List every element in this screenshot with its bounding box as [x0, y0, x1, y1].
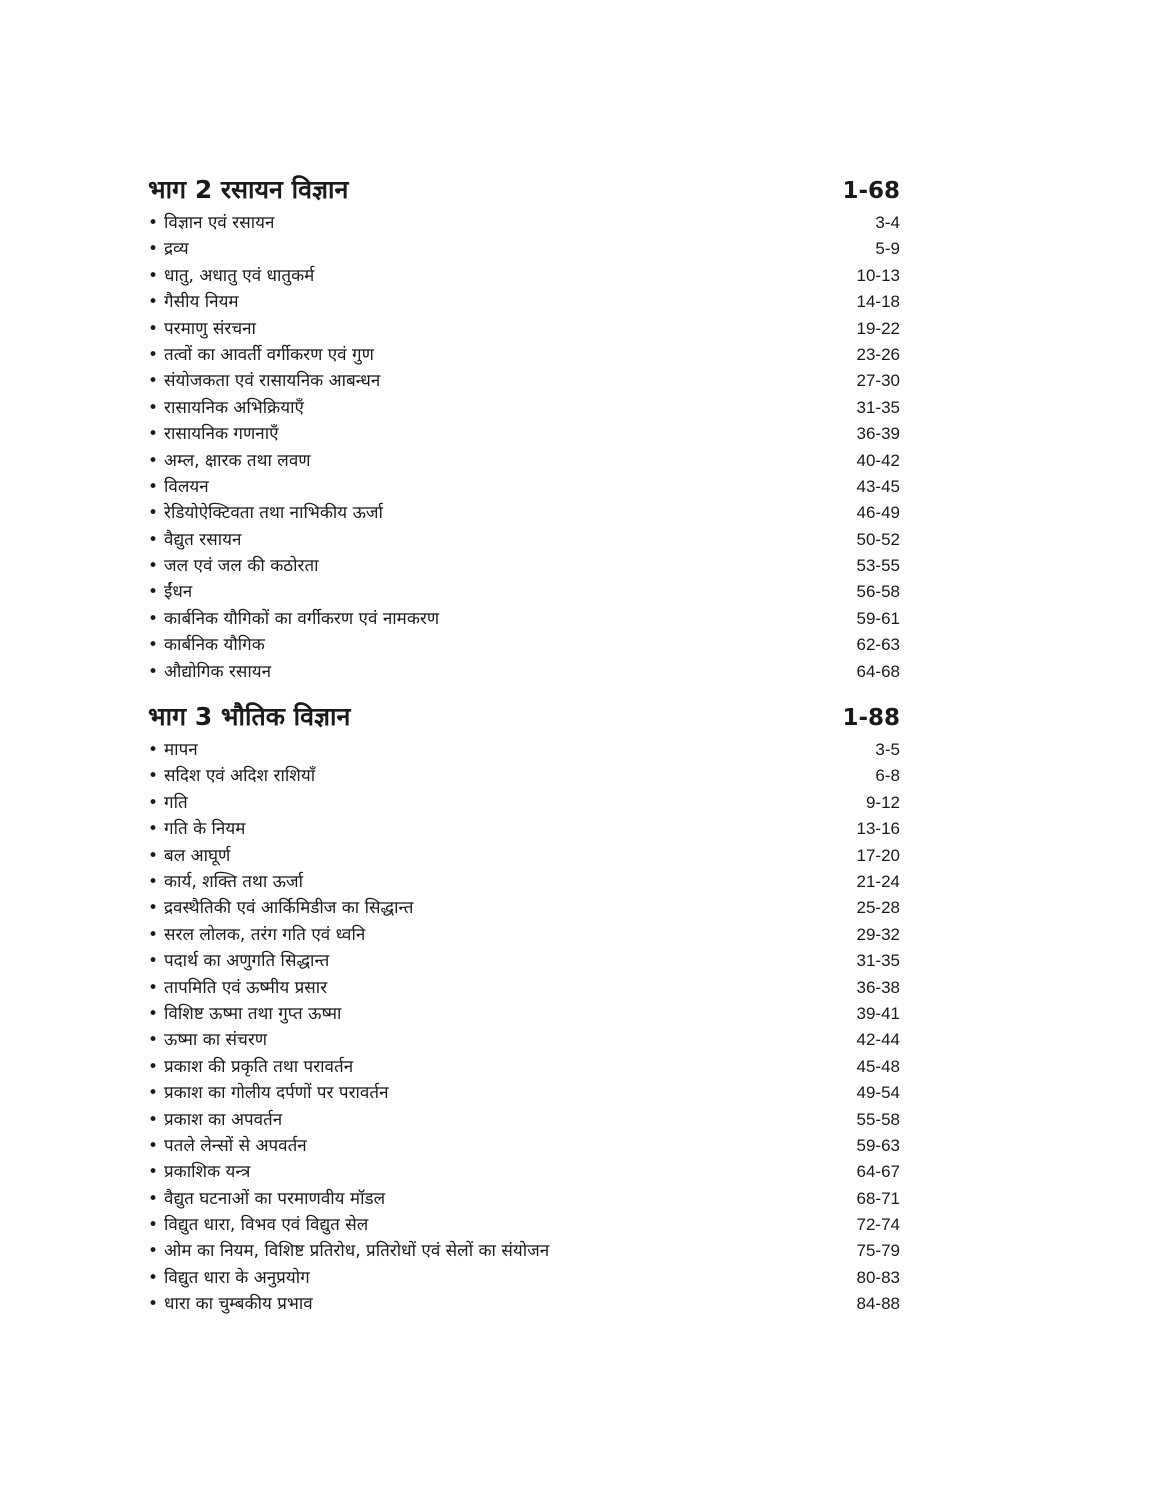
toc-entry-pages: 46-49: [856, 503, 900, 523]
bullet-icon: •: [148, 292, 159, 313]
toc-entry-text: जल एवं जल की कठोरता: [164, 556, 319, 577]
toc-entry-label: [148, 632, 265, 658]
toc-entry-text: कार्बनिक यौगिकों का वर्गीकरण एवं नामकरण: [164, 608, 440, 629]
toc-entry-pages: 59-61: [856, 608, 900, 628]
toc-entry-text: वैद्युत रसायन: [164, 529, 242, 550]
toc-entry-pages: 84-88: [856, 1294, 900, 1314]
toc-entry-text: परमाणु संरचना: [164, 318, 256, 339]
toc-entry-text: कार्य, शक्ति तथा ऊर्जा: [164, 871, 304, 892]
toc-entry-pages: 13-16: [856, 819, 900, 839]
toc-entry-label: [148, 790, 188, 816]
toc-entry-pages: 25-28: [856, 898, 900, 918]
toc-entry-pages: 36-39: [856, 424, 900, 444]
toc-entry-label: [148, 474, 209, 500]
toc-entry-label: [148, 895, 413, 921]
toc-entry-pages: 19-22: [856, 318, 900, 338]
toc-entry: [148, 606, 900, 632]
toc-entry-text: द्रव्य: [164, 239, 189, 260]
section-title: भाग 3 भौतिक विज्ञान: [148, 702, 351, 732]
toc-entry-label: [148, 553, 319, 579]
toc-entry-text: धातु, अधातु एवं धातुकर्म: [164, 265, 315, 286]
toc-entry-text: विशिष्ट ऊष्मा तथा गुप्त ऊष्मा: [164, 1003, 342, 1024]
toc-entry-pages: 42-44: [856, 1030, 900, 1050]
bullet-icon: •: [148, 951, 159, 972]
toc-entry-label: [148, 763, 315, 789]
toc-entry-pages: 56-58: [856, 582, 900, 602]
toc-entry-pages: 45-48: [856, 1056, 900, 1076]
section-heading: [148, 172, 900, 210]
toc-entry-text: संयोजकता एवं रासायनिक आबन्धन: [164, 371, 381, 392]
toc-entry-pages: 40-42: [856, 450, 900, 470]
toc-entry-text: धारा का चुम्बकीय प्रभाव: [164, 1294, 313, 1315]
toc-entry-pages: 9-12: [865, 792, 900, 812]
bullet-icon: •: [148, 635, 159, 656]
toc-entry: [148, 632, 900, 658]
toc-entry: [148, 1186, 900, 1212]
toc-entry: [148, 1291, 900, 1317]
toc-entry: [148, 210, 900, 236]
toc-entry-text: वैद्युत घटनाओं का परमाणवीय मॉडल: [164, 1188, 386, 1209]
toc-entry-text: प्रकाश का गोलीय दर्पणों पर परावर्तन: [164, 1083, 389, 1104]
toc-entry: [148, 1238, 900, 1264]
toc-entry-pages: 50-52: [856, 529, 900, 549]
toc-entry-pages: 59-63: [856, 1135, 900, 1155]
toc-entry-pages: 36-38: [856, 977, 900, 997]
entry-list: [148, 210, 900, 685]
bullet-icon: •: [148, 1056, 159, 1077]
toc-entry-label: [148, 289, 239, 315]
toc-entry-label: [148, 448, 311, 474]
toc-entry-text: रासायनिक अभिक्रियाएँ: [164, 397, 304, 418]
toc-entry-pages: 75-79: [856, 1241, 900, 1261]
toc-entry: [148, 263, 900, 289]
bullet-icon: •: [148, 1294, 159, 1315]
toc-entry-pages: 55-58: [856, 1109, 900, 1129]
toc-entry-label: [148, 368, 380, 394]
toc-entry-text: सरल लोलक, तरंग गति एवं ध्वनि: [164, 924, 366, 945]
toc-entry-text: विद्युत धारा, विभव एवं विद्युत सेल: [164, 1215, 369, 1236]
toc-entry: [148, 236, 900, 262]
bullet-icon: •: [148, 397, 159, 418]
bullet-icon: •: [148, 213, 159, 233]
toc-entry-label: [148, 948, 329, 974]
toc-entry-text: ईंधन: [164, 582, 193, 603]
toc-entry-label: [148, 1186, 385, 1212]
toc-entry: [148, 737, 900, 763]
toc-entry-text: तापमिति एवं ऊष्मीय प्रसार: [164, 977, 328, 998]
toc-entry-pages: 17-20: [856, 845, 900, 865]
toc-entry-pages: 6-8: [875, 766, 900, 786]
toc-entry-text: अम्ल, क्षारक तथा लवण: [164, 450, 311, 471]
section-heading: [148, 699, 900, 737]
toc-entry-text: प्रकाशिक यन्त्र: [164, 1162, 251, 1183]
toc-entry-pages: 43-45: [856, 476, 900, 496]
toc-entry-text: विज्ञान एवं रसायन: [164, 213, 275, 233]
toc-entry: [148, 895, 900, 921]
toc-entry: [148, 1001, 900, 1027]
toc-entry-pages: 3-4: [875, 213, 900, 232]
toc-entry-pages: 3-5: [875, 740, 900, 760]
entry-list: [148, 737, 900, 1318]
section-physics: [148, 699, 900, 1318]
toc-entry-label: [148, 1212, 368, 1238]
toc-entry-text: प्रकाश की प्रकृति तथा परावर्तन: [164, 1056, 354, 1077]
toc-entry-label: [148, 1159, 250, 1185]
toc-entry-label: [148, 606, 439, 632]
bullet-icon: •: [148, 424, 159, 445]
section-title: भाग 2 रसायन विज्ञान: [148, 175, 349, 204]
bullet-icon: •: [148, 1188, 159, 1209]
toc-entry-pages: 10-13: [856, 265, 900, 285]
toc-entry-label: [148, 737, 198, 763]
toc-entry: [148, 1133, 900, 1159]
toc-entry: [148, 869, 900, 895]
toc-entry-label: [148, 316, 256, 342]
toc-entry: [148, 1212, 900, 1238]
bullet-icon: •: [148, 1083, 159, 1104]
toc-entry-label: [148, 1001, 341, 1027]
toc-entry-text: विद्युत धारा के अनुप्रयोग: [164, 1267, 310, 1288]
toc-entry: [148, 579, 900, 605]
section-chemistry: [148, 172, 900, 685]
bullet-icon: •: [148, 924, 159, 945]
toc-entry: [148, 553, 900, 579]
toc-entry: [148, 1159, 900, 1185]
toc-entry: [148, 474, 900, 500]
toc-entry-pages: 64-67: [856, 1162, 900, 1182]
toc-entry-label: [148, 1238, 549, 1264]
toc-entry-pages: 68-71: [856, 1188, 900, 1208]
toc-entry-label: [148, 1133, 307, 1159]
toc-entry-text: ओम का नियम, विशिष्ट प्रतिरोध, प्रतिरोधों एवं सेलों का संयोजन: [164, 1241, 550, 1262]
toc-entry: [148, 316, 900, 342]
bullet-icon: •: [148, 819, 159, 840]
toc-entry-pages: 53-55: [856, 556, 900, 576]
bullet-icon: •: [148, 1135, 159, 1156]
toc-entry-text: ऊष्मा का संचरण: [164, 1030, 268, 1051]
toc-entry-label: [148, 342, 374, 368]
toc-entry-text: रासायनिक गणनाएँ: [164, 424, 279, 445]
bullet-icon: •: [148, 766, 159, 787]
bullet-icon: •: [148, 344, 159, 365]
toc-entry: [148, 1265, 900, 1291]
toc-entry-label: [148, 843, 230, 869]
toc-entry: [148, 922, 900, 948]
toc-entry-label: [148, 527, 241, 553]
bullet-icon: •: [148, 239, 159, 260]
toc-entry-pages: 39-41: [856, 1003, 900, 1023]
toc-entry: [148, 342, 900, 368]
toc-entry-text: पतले लेन्सों से अपवर्तन: [164, 1135, 307, 1156]
toc-entry-label: [148, 1080, 389, 1106]
bullet-icon: •: [148, 582, 159, 603]
toc-entry-pages: 72-74: [856, 1215, 900, 1235]
bullet-icon: •: [148, 898, 159, 919]
toc-entry-text: गैसीय नियम: [164, 292, 239, 313]
bullet-icon: •: [148, 871, 159, 892]
toc-entry-label: [148, 1107, 282, 1133]
toc-entry: [148, 816, 900, 842]
toc-entry-label: [148, 975, 327, 1001]
toc-entry-pages: 62-63: [856, 635, 900, 655]
bullet-icon: •: [148, 1267, 159, 1288]
toc-entry: [148, 843, 900, 869]
toc-entry-label: [148, 1054, 353, 1080]
toc-entry-label: [148, 395, 304, 421]
toc-entry-label: [148, 263, 314, 289]
toc-entry-label: [148, 922, 365, 948]
toc-entry-pages: 29-32: [856, 924, 900, 944]
toc-entry-label: [148, 1027, 267, 1053]
toc-entry: [148, 1080, 900, 1106]
toc-entry-text: तत्वों का आवर्ती वर्गीकरण एवं गुण: [164, 344, 374, 365]
bullet-icon: •: [148, 1215, 159, 1236]
bullet-icon: •: [148, 1241, 159, 1262]
toc-entry-label: [148, 1291, 313, 1317]
toc-entry: [148, 975, 900, 1001]
toc-entry-pages: 49-54: [856, 1083, 900, 1103]
bullet-icon: •: [148, 661, 159, 682]
bullet-icon: •: [148, 977, 159, 998]
toc-entry-text: औद्योगिक रसायन: [164, 661, 272, 682]
toc-entry: [148, 500, 900, 526]
bullet-icon: •: [148, 1109, 159, 1130]
toc-entry: [148, 527, 900, 553]
toc-entry: [148, 659, 900, 685]
toc-entry-pages: 27-30: [856, 371, 900, 391]
bullet-icon: •: [148, 845, 159, 866]
toc-entry: [148, 1054, 900, 1080]
toc-entry-text: गति: [164, 792, 188, 813]
toc-entry: [148, 1107, 900, 1133]
toc-entry-text: सदिश एवं अदिश राशियाँ: [164, 766, 316, 787]
toc-entry-pages: 5-9: [875, 239, 900, 259]
bullet-icon: •: [148, 608, 159, 629]
bullet-icon: •: [148, 318, 159, 339]
toc-entry-pages: 31-35: [856, 951, 900, 971]
bullet-icon: •: [148, 792, 159, 813]
bullet-icon: •: [148, 265, 159, 286]
bullet-icon: •: [148, 476, 159, 497]
toc-entry-text: पदार्थ का अणुगति सिद्धान्त: [164, 951, 330, 972]
toc-entry-text: बल आघूर्ण: [164, 845, 231, 866]
toc-entry-label: [148, 1265, 310, 1291]
toc-entry-label: [148, 210, 274, 236]
toc-entry: [148, 790, 900, 816]
toc-entry: [148, 763, 900, 789]
bullet-icon: •: [148, 371, 159, 392]
toc-entry: [148, 289, 900, 315]
toc-entry-text: विलयन: [164, 476, 209, 497]
section-page-range: 1-68: [842, 178, 900, 204]
toc-entry: [148, 368, 900, 394]
bullet-icon: •: [148, 1162, 159, 1183]
bullet-icon: •: [148, 503, 159, 524]
bullet-icon: •: [148, 529, 159, 550]
toc-entry-label: [148, 816, 245, 842]
toc-entry-pages: 14-18: [856, 292, 900, 312]
toc-entry-text: प्रकाश का अपवर्तन: [164, 1109, 283, 1130]
toc-entry-label: [148, 579, 192, 605]
toc-entry: [148, 448, 900, 474]
toc-entry: [148, 948, 900, 974]
toc-entry-pages: 80-83: [856, 1267, 900, 1287]
toc-entry-label: [148, 236, 189, 262]
toc-entry-pages: 23-26: [856, 344, 900, 364]
toc-entry-text: रेडियोऐक्टिवता तथा नाभिकीय ऊर्जा: [164, 503, 383, 524]
toc-entry-text: द्रवस्थैतिकी एवं आर्किमिडीज का सिद्धान्त: [164, 898, 414, 919]
toc-entry: [148, 421, 900, 447]
toc-entry-pages: 31-35: [856, 397, 900, 417]
bullet-icon: •: [148, 1030, 159, 1051]
toc-entry-pages: 21-24: [856, 871, 900, 891]
toc-entry-label: [148, 869, 303, 895]
toc-entry-text: मापन: [164, 740, 198, 761]
toc-entry-label: [148, 659, 271, 685]
table-of-contents: [148, 172, 900, 1332]
toc-entry: [148, 1027, 900, 1053]
bullet-icon: •: [148, 556, 159, 577]
toc-entry-label: [148, 421, 279, 447]
toc-entry-label: [148, 500, 383, 526]
toc-entry-text: गति के नियम: [164, 819, 246, 840]
bullet-icon: •: [148, 450, 159, 471]
section-page-range: 1-88: [842, 705, 900, 732]
bullet-icon: •: [148, 1003, 159, 1024]
toc-entry-text: कार्बनिक यौगिक: [164, 635, 265, 656]
bullet-icon: •: [148, 740, 159, 761]
toc-entry: [148, 395, 900, 421]
toc-entry-pages: 64-68: [856, 661, 900, 681]
